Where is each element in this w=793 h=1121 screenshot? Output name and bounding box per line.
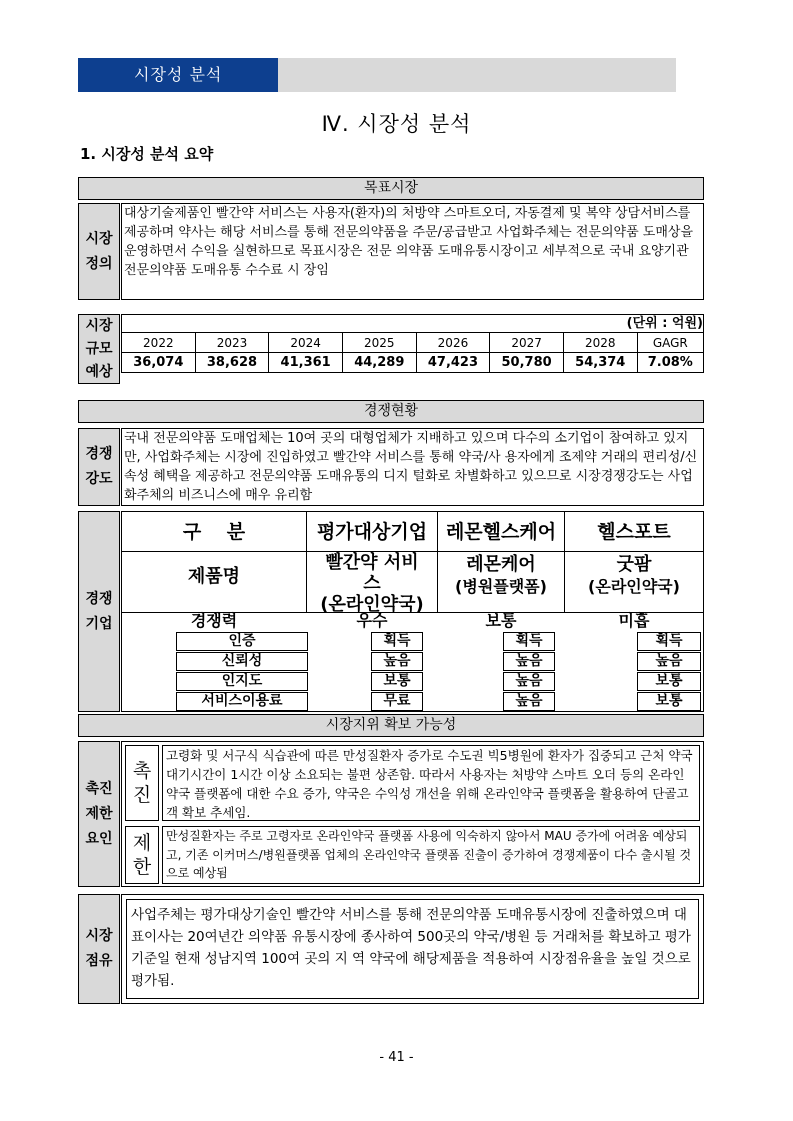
year-cell: 2028 <box>563 333 637 353</box>
label-line: 점유 <box>85 953 113 969</box>
competitor-label <box>78 511 120 712</box>
promote-text: 고령화 및 서구식 식습관에 따른 만성질환자 증가로 수도권 빅5병원에 환자가 집중되고 근처 약국 대기시간이 1시간 이상 소요되는 불편 상존함. 따라서 사용자는 처방약 스마트 오더 등의 온라인약국 플랫폼에 대한 수요 증가, 약국은 수익성 개선을 위해 온라인약국 플랫폼을 활용하여 단골고객 확보 추세임. <box>162 745 700 821</box>
product-lemon-care <box>438 554 564 598</box>
competitiveness-target: 우수 <box>356 611 388 630</box>
promote-tag <box>125 745 159 821</box>
competitiveness-healthport: 미흡 <box>618 611 650 630</box>
tag-line: 제 <box>132 832 152 854</box>
page-title: Ⅳ. 시장성 분석 <box>321 112 472 136</box>
market-share-text: 사업주체는 평가대상기술인 빨간약 서비스를 통해 전문의약품 도매유통시장에 진출하였으며 대표이사는 20여년간 의약품 유통시장에 종사하여 500곳의 약국/병원 등 거래처를 확보하고 평가기준일 현재 성남지역 100여 곳의 지 역 약국에 해당제품을 적용하여 시장점유율을 높일 것으로 평가됨. <box>126 899 699 999</box>
value-row <box>122 353 704 373</box>
criteria-value: 높음 <box>371 652 423 671</box>
criteria-value: 무료 <box>371 692 423 711</box>
label-line: 기업 <box>85 615 113 632</box>
criteria-value: 보통 <box>371 672 423 691</box>
criteria-certification: 인증 <box>176 632 308 651</box>
product-line: 굿팜 <box>616 554 652 575</box>
tag-line: 한 <box>132 856 152 878</box>
criteria-value: 높음 <box>503 652 555 671</box>
product-line: 레몬케어 <box>466 554 536 575</box>
section-tab-label: 시장성 분석 <box>78 58 278 92</box>
criteria-value: 획득 <box>503 632 555 651</box>
label-line: 촉진 <box>85 780 113 797</box>
label-line: 경쟁 <box>85 590 113 607</box>
product-line: 스 <box>363 573 381 594</box>
col-header-healthport: 헬스포트 <box>597 521 671 543</box>
product-red-medicine <box>307 552 437 615</box>
criteria-value: 보통 <box>637 692 701 711</box>
market-size-unit-row <box>121 314 704 332</box>
market-definition-label <box>78 203 120 300</box>
year-cell: 2024 <box>269 333 343 353</box>
page-number: - 41 - <box>379 1050 414 1065</box>
label-line: 정의 <box>85 255 113 272</box>
criteria-value: 획득 <box>637 632 701 651</box>
criteria-reliability: 신뢰성 <box>176 652 308 671</box>
factor-box <box>121 741 704 887</box>
label-line: 시장 <box>85 317 113 334</box>
criteria-value: 보통 <box>637 672 701 691</box>
market-size-table <box>121 332 704 373</box>
market-position-header: 시장지위 확보 가능성 <box>78 714 704 737</box>
competitiveness-label: 경쟁력 <box>190 611 238 630</box>
label-line: 예상 <box>85 363 113 380</box>
value-cell: 41,361 <box>269 353 343 373</box>
product-line: 빨간약 서비 <box>325 552 419 573</box>
limit-tag <box>125 826 159 884</box>
factor-label <box>78 741 120 887</box>
year-cell: 2023 <box>195 333 269 353</box>
unit-label: (단위 : 억원) <box>626 316 703 331</box>
label-line: 경쟁 <box>85 446 113 462</box>
criteria-value: 높음 <box>637 652 701 671</box>
year-row <box>122 333 704 353</box>
limit-text: 만성질환자는 주로 고령자로 온라인약국 플랫폼 사용에 익숙하지 않아서 MAU 증가에 어려움 예상되고, 기존 이커머스/병원플랫폼 업체의 온라인약국 플랫폼 진출이 증가하여 경쟁제품이 다수 출시될 것으로 예상됨 <box>162 826 700 884</box>
value-cell: 47,423 <box>416 353 490 373</box>
value-cell: 44,289 <box>342 353 416 373</box>
criteria-value: 획득 <box>371 632 423 651</box>
criteria-service-fee: 서비스이용료 <box>176 692 308 711</box>
year-cell: 2025 <box>342 333 416 353</box>
value-cell: 50,780 <box>490 353 564 373</box>
competitiveness-lemon: 보통 <box>485 611 517 630</box>
label-line: 제한 <box>85 805 113 822</box>
competition-intensity-text: 국내 전문의약품 도매업체는 10여 곳의 대형업체가 지배하고 있으며 다수의 소기업이 참여하고 있지만, 사업화주체는 시장에 진입하였고 빨간약 서비스를 통해 약국/사 용자에게 조제약 거래의 편리성/신속성 혜택을 제공하고 전문의약품 도매유통의 디지 털화로 차별화하고 있으므로 시장경쟁강도는 사업화주체의 비즈니스에 매우 유리함 <box>121 428 704 506</box>
year-cell: 2027 <box>490 333 564 353</box>
criteria-value: 높음 <box>503 692 555 711</box>
year-cell: GAGR <box>637 333 703 353</box>
criteria-value: 높음 <box>503 672 555 691</box>
value-cell: 36,074 <box>122 353 196 373</box>
market-share-box <box>121 894 704 1004</box>
value-cell: 7.08% <box>637 353 703 373</box>
product-line: (병원플랫폼) <box>455 577 547 596</box>
label-line: 시장 <box>85 928 113 944</box>
label-line: 요인 <box>85 830 113 847</box>
year-cell: 2026 <box>416 333 490 353</box>
product-goodpharm <box>565 554 703 598</box>
criteria-awareness: 인지도 <box>176 672 308 691</box>
label-line: 시장 <box>85 230 113 247</box>
product-name-label: 제품명 <box>187 566 241 587</box>
year-cell: 2022 <box>122 333 196 353</box>
value-cell: 54,374 <box>563 353 637 373</box>
product-line: (온라인약국) <box>320 594 424 615</box>
section-tab-bar <box>78 58 676 92</box>
market-definition-text: 대상기술제품인 빨간약 서비스는 사용자(환자)의 처방약 스마트오더, 자동결제 및 복약 상담서비스를 제공하며 약사는 해당 서비스를 통해 전문의약품을 주문/공급받고 사업화주체는 전문의약품 도매상을 운영하면서 수익을 실현하므로 목표시장은 전문 의약품 도매유통시장이고 세부적으로 국내 요양기관 전문의약품 도매유통 수수료 시 장임 <box>121 203 704 300</box>
col-header-target-company: 평가대상기업 <box>316 521 428 543</box>
section-subtitle: 1. 시장성 분석 요약 <box>80 145 214 163</box>
market-share-label <box>78 894 120 1004</box>
competition-intensity-label <box>78 428 120 506</box>
market-size-label <box>78 314 120 384</box>
competitor-table <box>121 511 704 712</box>
tag-line: 진 <box>132 784 152 806</box>
col-header-division: 구 분 <box>182 521 246 543</box>
label-line: 강도 <box>85 471 113 487</box>
col-header-lemon-healthcare: 레몬헬스케어 <box>445 521 557 543</box>
product-line: (온라인약국) <box>588 577 680 596</box>
label-line: 규모 <box>85 340 113 357</box>
value-cell: 38,628 <box>195 353 269 373</box>
target-market-header: 목표시장 <box>78 177 704 200</box>
tag-line: 촉 <box>132 760 152 782</box>
competition-header: 경쟁현황 <box>78 400 704 423</box>
